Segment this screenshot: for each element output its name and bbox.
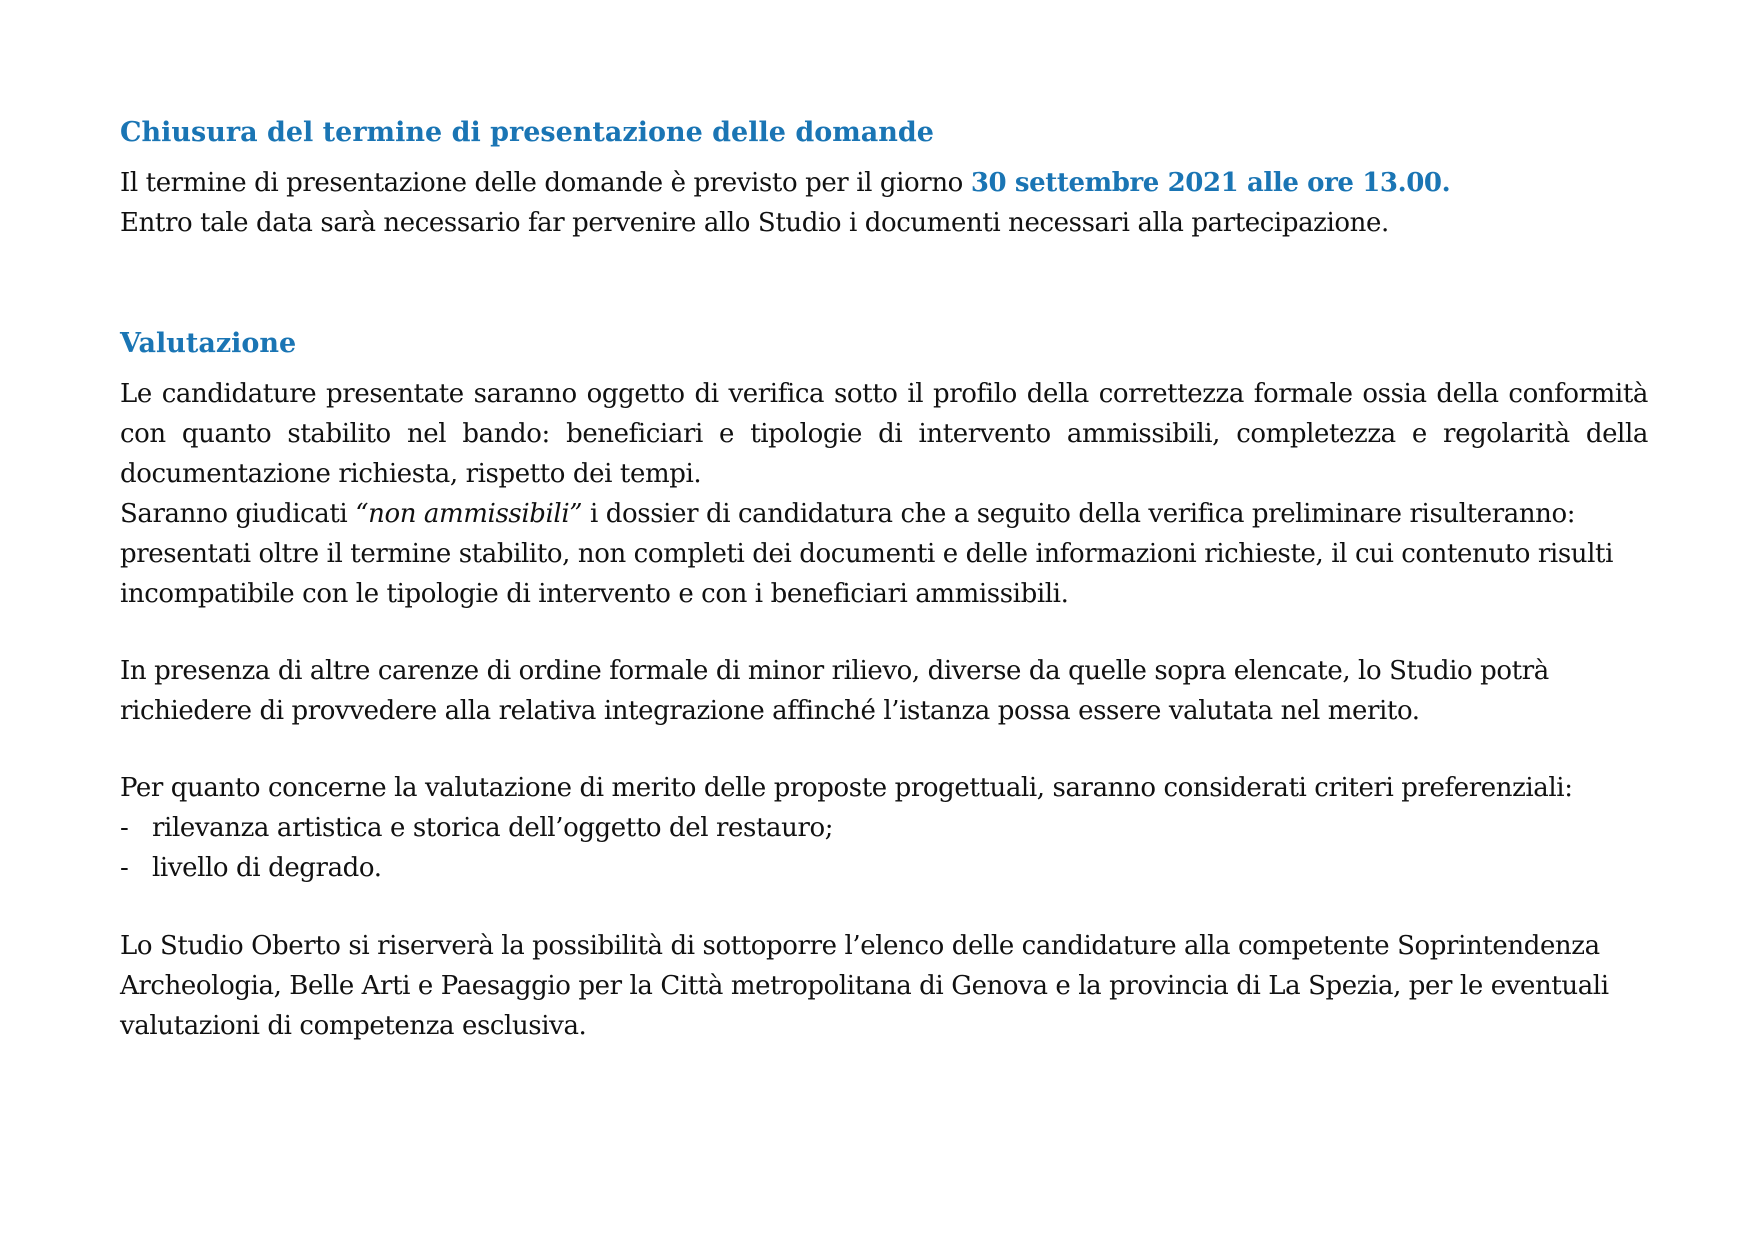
paragraph-line: documentazione richiesta, rispetto dei tempi.: [120, 459, 702, 489]
paragraph-line: con quanto stabilito nel bando: beneficiari e tipologie di intervento ammissibili, completezza e regolarità della: [120, 419, 1648, 449]
evaluation-paragraph-verification: [120, 374, 1648, 494]
closing-deadline-date: 30 settembre 2021 alle ore 13.00.: [970, 168, 1451, 198]
paragraph-line: richiedere di provvedere alla relativa integrazione affinché l’istanza possa essere valutata nel merito.: [120, 696, 1420, 726]
inadmissible-term: “non ammissibili”: [355, 499, 583, 529]
closing-deadline-line: [120, 163, 1450, 203]
paragraph-line: Le candidature presentate saranno oggetto di verifica sotto il profilo della correttezza formale ossia della conformità: [120, 379, 1648, 409]
paragraph-line: incompatibile con le tipologie di intervento e con i beneficiari ammissibili.: [120, 579, 1069, 609]
bullet-marker: -: [120, 813, 129, 843]
section-heading-evaluation: Valutazione: [120, 328, 297, 359]
evaluation-paragraph-inadmissible: [120, 494, 1613, 614]
criteria-item-text: rilevanza artistica e storica dell’oggetto del restauro;: [152, 813, 834, 843]
paragraph-line: Archeologia, Belle Arti e Paesaggio per la Città metropolitana di Genova e la provincia di La Spezia, per le eventuali: [120, 971, 1609, 1001]
paragraph-line: valutazioni di competenza esclusiva.: [120, 1011, 587, 1041]
inadmissible-prefix: Saranno giudicati: [120, 499, 356, 529]
inadmissible-suffix: i dossier di candidatura che a seguito della verifica preliminare risulteranno:: [582, 499, 1576, 529]
evaluation-paragraph-soprintendenza: [120, 926, 1609, 1046]
closing-requirement-line: Entro tale data sarà necessario far pervenire allo Studio i documenti necessari alla partecipazione.: [120, 208, 1389, 238]
bullet-marker: -: [120, 853, 129, 883]
paragraph-line: [120, 494, 1613, 534]
closing-deadline-text: Il termine di presentazione delle domande è previsto per il giorno: [120, 168, 971, 198]
criteria-intro: Per quanto concerne la valutazione di merito delle proposte progettuali, saranno considerati criteri preferenziali:: [120, 773, 1573, 803]
paragraph-line: presentati oltre il termine stabilito, non completi dei documenti e delle informazioni richieste, il cui contenuto risulti: [120, 539, 1614, 569]
list-item: [120, 808, 833, 848]
criteria-item-text: livello di degrado.: [152, 853, 382, 883]
paragraph-line: In presenza di altre carenze di ordine formale di minor rilievo, diverse da quelle sopra elencate, lo Studio potrà: [120, 656, 1549, 686]
list-item: [120, 848, 382, 888]
paragraph-line: Lo Studio Oberto si riserverà la possibilità di sottoporre l’elenco delle candidature alla competente Soprintendenza: [120, 931, 1600, 961]
evaluation-paragraph-integration: [120, 651, 1549, 731]
section-heading-closing: Chiusura del termine di presentazione delle domande: [120, 117, 934, 148]
